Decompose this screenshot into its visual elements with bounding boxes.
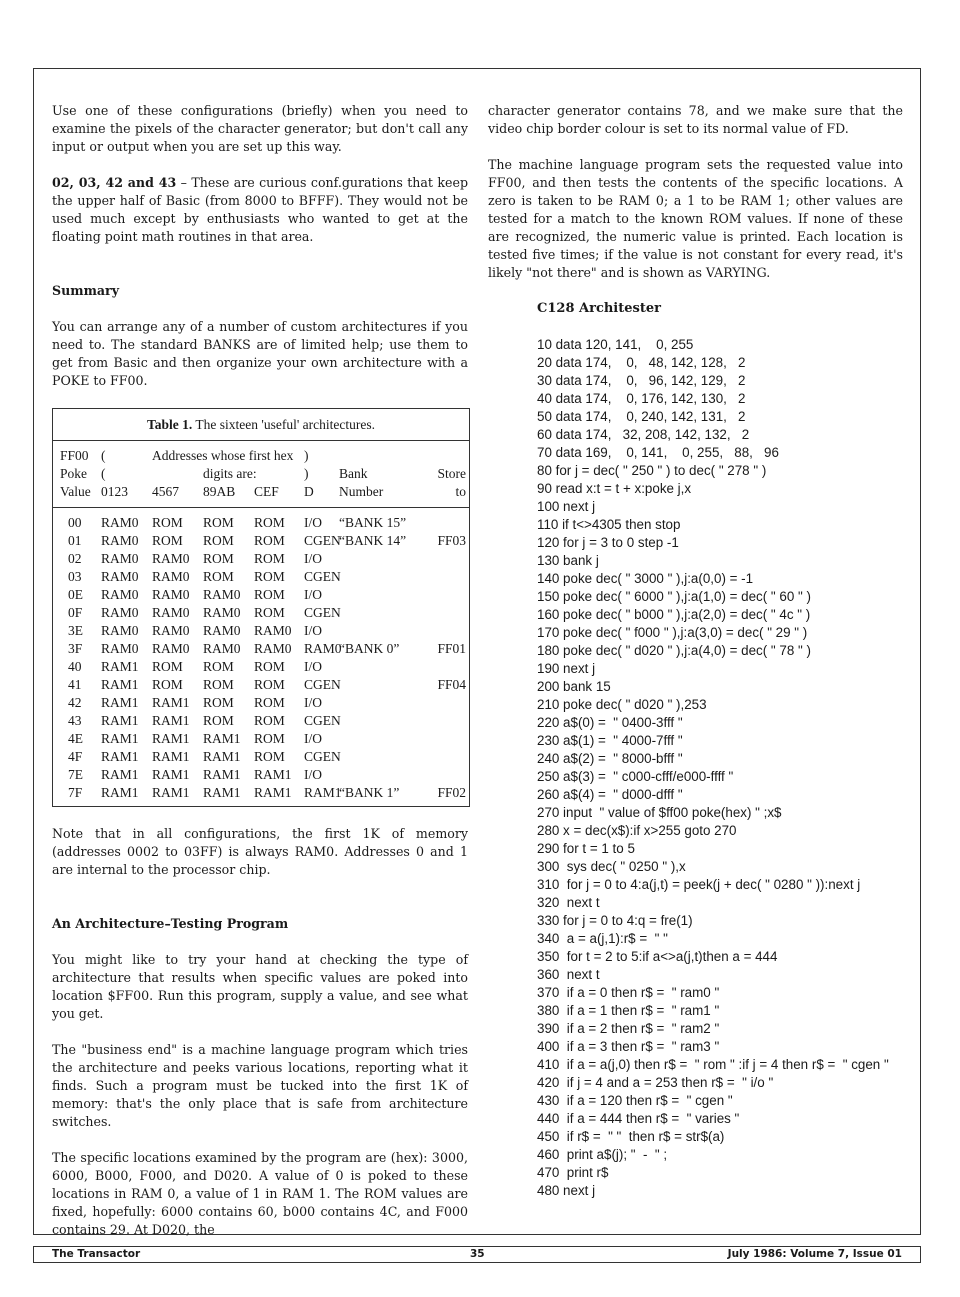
footer-page-number: 35 <box>470 1248 485 1260</box>
summary-heading: Summary <box>52 283 120 298</box>
table-row <box>53 622 469 640</box>
table-cell: 40 <box>68 659 82 674</box>
table-cell <box>421 694 469 712</box>
table-cell: I/O <box>304 731 322 746</box>
table-cell: I/O <box>304 623 322 638</box>
table-cell: RAM0 <box>254 641 292 656</box>
table-cell: RAM1 <box>101 677 139 692</box>
table-cell: ROM <box>203 659 234 674</box>
table-cell: RAM1 <box>254 767 292 782</box>
table-row <box>53 514 469 532</box>
listing-line: 10 data 120, 141, 0, 255 <box>537 337 694 352</box>
listing-line: 320 next t <box>537 895 600 910</box>
table-cell: ROM <box>254 515 285 530</box>
table-cell: ) <box>304 448 309 463</box>
table-row <box>53 676 469 694</box>
table-cell: D <box>304 484 314 499</box>
table-body <box>53 508 469 806</box>
table-cell <box>421 550 469 568</box>
listing-line: 200 bank 15 <box>537 679 611 694</box>
listing-line: 310 for j = 0 to 4:a(j,t) = peek(j + dec( " 0280 " )):next j <box>537 877 861 892</box>
table-cell: ROM <box>203 713 234 728</box>
table-cell <box>339 766 421 784</box>
table-cell: ROM <box>254 533 285 548</box>
table-cell <box>339 676 421 694</box>
table-row <box>53 730 469 748</box>
table-cell: FF03 <box>437 533 466 548</box>
table-row <box>53 550 469 568</box>
program-listing <box>488 336 903 1200</box>
table-cell: 0E <box>68 587 83 602</box>
table-cell: 4567 <box>152 484 179 499</box>
table-cell: RAM0 <box>101 623 139 638</box>
table-cell <box>421 748 469 766</box>
table-cell: RAM1 <box>101 749 139 764</box>
table-cell: ROM <box>254 569 285 584</box>
note-paragraph: Note that in all configurations, the first 1K of memory (addresses 0002 to 03FF) is always RAM0. Addresses 0 and 1 are internal to the processor chip. <box>52 826 468 877</box>
table-cell: RAM0 <box>203 641 241 656</box>
table-cell: RAM0 <box>203 623 241 638</box>
table-cell <box>152 465 203 483</box>
table-cell: RAM0 <box>304 641 342 656</box>
architectures-table <box>52 408 470 807</box>
table-cell: I/O <box>304 551 322 566</box>
table-cell: FF04 <box>437 677 466 692</box>
listing-line: 430 if a = 120 then r$ = " cgen " <box>537 1093 733 1108</box>
table-cell: I/O <box>304 767 322 782</box>
table-cell <box>339 550 421 568</box>
program-paragraph-3: The specific locations examined by the program are (hex): 3000, 6000, B000, F000, and D020. A value of 0 is poked to these locations in RAM 0, a value of 1 in RAM 1. The ROM values are fixed, hopefully: 6000 contains 60, b000 contains 4C, and F000 contains 29. At D020, the <box>52 1150 468 1237</box>
table-cell: ROM <box>203 533 234 548</box>
table-cell: CEF <box>254 484 279 499</box>
table-cell: ROM <box>203 515 234 530</box>
table-cell: RAM1 <box>152 785 190 800</box>
table-cell: RAM1 <box>101 713 139 728</box>
table-cell: Number <box>339 484 384 499</box>
table-cell: ROM <box>152 515 183 530</box>
table-cell: I/O <box>304 659 322 674</box>
table-cell <box>203 447 254 465</box>
listing-line: 370 if a = 0 then r$ = " ram0 " <box>537 985 720 1000</box>
listing-line: 480 next j <box>537 1183 596 1198</box>
configurations-text: – These are curious conf.gurations that keep the upper half of Basic (from 8000 to BFFF). They would not be used much except by enthusiasts who wanted to get at the floating point math routines in that area. <box>52 175 469 244</box>
table-cell: RAM1 <box>254 785 292 800</box>
listing-line: 190 next j <box>537 661 596 676</box>
listing-line: 440 if a = 444 then r$ = " varies " <box>537 1111 740 1126</box>
table-cell: ROM <box>203 695 234 710</box>
listing-line: 60 data 174, 32, 208, 142, 132, 2 <box>537 427 750 442</box>
program-paragraph-1: You might like to try your hand at checking the type of architecture that results when specific values are poked into location $FF00. Run this program, supply a value, and see what you get. <box>52 952 468 1021</box>
table-cell: to <box>455 484 466 499</box>
table-cell: ROM <box>254 713 285 728</box>
listing-line: 230 a$(1) = " 4000-7fff " <box>537 733 683 748</box>
table-cell <box>339 622 421 640</box>
table-cell: I/O <box>304 515 322 530</box>
footer-publication: The Transactor <box>52 1248 141 1260</box>
table-cell: 03 <box>68 569 82 584</box>
listing-line: 140 poke dec( " 3000 " ),j:a(0,0) = -1 <box>537 571 754 586</box>
table-row <box>53 748 469 766</box>
table-cell: 3F <box>68 641 83 656</box>
table-cell: RAM0 <box>101 587 139 602</box>
listing-line: 470 print r$ <box>537 1165 609 1180</box>
table-row <box>53 712 469 730</box>
table-cell <box>421 712 469 730</box>
table-cell <box>339 604 421 622</box>
table-cell: RAM0 <box>203 587 241 602</box>
table-cell: ROM <box>203 569 234 584</box>
table-cell: ROM <box>254 551 285 566</box>
listing-line: 130 bank j <box>537 553 599 568</box>
table-cell: ROM <box>254 605 285 620</box>
table-row <box>53 568 469 586</box>
listing-line: 400 if a = 3 then r$ = " ram3 " <box>537 1039 720 1054</box>
table-cell: CGEN <box>304 677 341 692</box>
table-cell: RAM0 <box>254 623 292 638</box>
table-cell: RAM0 <box>101 551 139 566</box>
paragraph-machine-language: The machine language program sets the requested value into FF00, and then tests the contents of the specific locations. A zero is taken to be RAM 0; a 1 to be RAM 1; other values are tested for a match to the known ROM values. If none of these are recognized, the numeric value is printed. Each location is tested five times; if the value is not constant for every read, it's likely "not there" and is shown as VARYING. <box>488 157 903 280</box>
table-cell <box>421 586 469 604</box>
table-cell: 7E <box>68 767 83 782</box>
listing-line: 70 data 169, 0, 141, 0, 255, 88, 96 <box>537 445 779 460</box>
table-cell: CGEN <box>304 749 341 764</box>
table-cell: RAM0 <box>152 551 190 566</box>
table-cell: RAM1 <box>101 767 139 782</box>
table-cell: ROM <box>254 731 285 746</box>
table-cell: 0123 <box>101 484 128 499</box>
listing-line: 270 input " value of $ff00 poke(hex) " ;x$ <box>537 805 782 820</box>
table-cell: ( <box>101 466 106 481</box>
table-cell: FF01 <box>437 641 466 656</box>
listing-line: 350 for t = 2 to 5:if a<>a(j,t)then a = 444 <box>537 949 778 964</box>
table-cell: ( <box>101 448 106 463</box>
table-cell: RAM0 <box>101 533 139 548</box>
listing-line: 20 data 174, 0, 48, 142, 128, 2 <box>537 355 746 370</box>
listing-line: 120 for j = 3 to 0 step -1 <box>537 535 679 550</box>
table-cell: I/O <box>304 587 322 602</box>
table-cell: 02 <box>68 551 82 566</box>
table-cell: Store <box>437 466 466 481</box>
listing-line: 180 poke dec( " d020 " ),j:a(4,0) = dec( " 78 " ) <box>537 643 811 658</box>
table-cell <box>339 658 421 676</box>
listing-line: 340 a = a(j,1):r$ = " " <box>537 931 668 946</box>
listing-line: 330 for j = 0 to 4:q = fre(1) <box>537 913 693 928</box>
table-cell: 41 <box>68 677 82 692</box>
table-cell: ROM <box>254 677 285 692</box>
table-cell: ROM <box>254 659 285 674</box>
table-cell: FF00 <box>60 448 89 463</box>
listing-line: 150 poke dec( " 6000 " ),j:a(1,0) = dec( " 60 " ) <box>537 589 811 604</box>
listing-line: 100 next j <box>537 499 596 514</box>
listing-line: 300 sys dec( " 0250 " ),x <box>537 859 686 874</box>
listing-line: 170 poke dec( " f000 " ),j:a(3,0) = dec( " 29 " ) <box>537 625 808 640</box>
table-cell: ROM <box>152 533 183 548</box>
table-row <box>53 465 469 483</box>
listing-line: 390 if a = 2 then r$ = " ram2 " <box>537 1021 720 1036</box>
table-cell: “BANK 14” <box>339 533 407 548</box>
table-cell: RAM0 <box>152 605 190 620</box>
table-row <box>53 604 469 622</box>
table-cell: RAM1 <box>101 659 139 674</box>
table-cell: “BANK 15” <box>339 515 407 530</box>
table-row <box>53 532 469 550</box>
table-cell <box>339 712 421 730</box>
table-cell: 3E <box>68 623 83 638</box>
listing-line: 210 poke dec( " d020 " ),253 <box>537 697 707 712</box>
table-cell: 42 <box>68 695 82 710</box>
table-cell <box>254 465 289 483</box>
table-row <box>53 784 469 802</box>
table-cell <box>339 586 421 604</box>
table-cell <box>421 514 469 532</box>
table-caption-label: Table 1. <box>147 417 193 432</box>
table-cell <box>339 730 421 748</box>
listing-line: 290 for t = 1 to 5 <box>537 841 635 856</box>
table-cell: RAM0 <box>101 569 139 584</box>
table-cell: Bank <box>339 466 368 481</box>
table-cell: Addresses whose first hex <box>152 448 294 463</box>
table-cell <box>339 447 421 465</box>
table-cell: RAM1 <box>101 695 139 710</box>
table-cell: RAM1 <box>203 749 241 764</box>
listing-line: 260 a$(4) = " d000-dfff " <box>537 787 683 802</box>
table-cell: 01 <box>68 533 82 548</box>
table-cell: ROM <box>203 677 234 692</box>
paragraph-character-generator: Use one of these configurations (briefly) when you need to examine the pixels of the character generator; but don't call any input or output when you are set up this way. <box>52 103 468 154</box>
table-row <box>53 694 469 712</box>
table-header <box>53 441 469 508</box>
table-cell: Poke <box>60 466 87 481</box>
table-row <box>53 447 469 465</box>
table-cell <box>421 447 469 465</box>
footer-issue: July 1986: Volume 7, Issue 01 <box>727 1248 902 1260</box>
table-cell <box>254 447 289 465</box>
table-cell: CGEN <box>304 713 341 728</box>
paragraph-border-colour: character generator contains 78, and we make sure that the video chip border colour is set to its normal value of FD. <box>488 103 903 136</box>
table-cell: 00 <box>68 515 82 530</box>
table-cell <box>421 658 469 676</box>
table-cell <box>339 694 421 712</box>
table-cell <box>421 766 469 784</box>
table-cell: RAM0 <box>203 605 241 620</box>
listing-line: 80 for j = dec( " 250 " ) to dec( " 278 " ) <box>537 463 767 478</box>
table-cell: RAM0 <box>101 605 139 620</box>
listing-line: 360 next t <box>537 967 600 982</box>
table-cell <box>339 748 421 766</box>
table-row <box>53 586 469 604</box>
listing-line: 240 a$(2) = " 8000-bfff " <box>537 751 683 766</box>
table-row <box>53 658 469 676</box>
table-cell: RAM1 <box>152 767 190 782</box>
listing-line: 50 data 174, 0, 240, 142, 131, 2 <box>537 409 746 424</box>
table-cell: RAM0 <box>152 569 190 584</box>
table-cell: “BANK 0” <box>339 641 400 656</box>
table-cell <box>421 730 469 748</box>
listing-line: 40 data 174, 0, 176, 142, 130, 2 <box>537 391 746 406</box>
table-cell: RAM1 <box>152 731 190 746</box>
table-cell: RAM1 <box>203 767 241 782</box>
right-column <box>488 102 903 1200</box>
listing-line: 450 if r$ = " " then r$ = str$(a) <box>537 1129 725 1144</box>
summary-paragraph: You can arrange any of a number of custom architectures if you need to. The standard BANKS are of limited help; use them to get from Basic and then organize your own architecture with a POKE to FF00. <box>52 319 468 388</box>
table-cell: ROM <box>254 587 285 602</box>
listing-line: 220 a$(0) = " 0400-3fff " <box>537 715 683 730</box>
program-heading: An Architecture–Testing Program <box>52 916 289 931</box>
table-cell <box>421 568 469 586</box>
table-cell: 0F <box>68 605 83 620</box>
table-cell: RAM1 <box>101 731 139 746</box>
listing-line: 410 if a = a(j,0) then r$ = " rom " :if j = 4 then r$ = " cgen " <box>537 1057 889 1072</box>
table-cell: ROM <box>254 695 285 710</box>
table-cell: I/O <box>304 695 322 710</box>
table-cell: Value <box>60 484 91 499</box>
listing-title: C128 Architester <box>537 301 661 316</box>
table-caption-text: The sixteen 'useful' architectures. <box>192 417 375 432</box>
listing-line: 460 print a$(j); " - " ; <box>537 1147 668 1162</box>
table-cell: CGEN <box>304 533 341 548</box>
table-cell: ROM <box>152 659 183 674</box>
table-cell: RAM0 <box>101 515 139 530</box>
table-cell: 7F <box>68 785 83 800</box>
table-cell: FF02 <box>437 785 466 800</box>
table-cell: RAM1 <box>152 695 190 710</box>
table-cell: 89AB <box>203 484 236 499</box>
table-caption <box>53 409 469 441</box>
table-cell: RAM0 <box>152 623 190 638</box>
paragraph-configurations <box>52 174 468 246</box>
table-cell: digits are: <box>203 466 257 481</box>
table-cell: RAM0 <box>152 641 190 656</box>
listing-line: 90 read x:t = t + x:poke j,x <box>537 481 692 496</box>
table-cell: 43 <box>68 713 82 728</box>
table-cell: “BANK 1” <box>339 785 400 800</box>
listing-line: 30 data 174, 0, 96, 142, 129, 2 <box>537 373 746 388</box>
table-cell: CGEN <box>304 569 341 584</box>
table-cell: RAM1 <box>203 785 241 800</box>
listing-line: 250 a$(3) = " c000-cfff/e000-ffff " <box>537 769 734 784</box>
table-cell: CGEN <box>304 605 341 620</box>
program-paragraph-2: The "business end" is a machine language program which tries the architecture and peeks various locations, reporting what it finds. Such a program must be tucked into the first 1K of memory: that's the only place that is safe from architecture switches. <box>52 1042 468 1129</box>
table-row <box>53 766 469 784</box>
table-cell: RAM0 <box>101 641 139 656</box>
table-cell: ROM <box>203 551 234 566</box>
table-cell <box>421 604 469 622</box>
table-cell: RAM1 <box>304 785 342 800</box>
table-cell <box>421 622 469 640</box>
table-cell: RAM1 <box>101 785 139 800</box>
table-cell <box>339 568 421 586</box>
listing-line: 280 x = dec(x$):if x>255 goto 270 <box>537 823 737 838</box>
configurations-lead: 02, 03, 42 and 43 <box>52 175 177 190</box>
table-cell: RAM1 <box>152 713 190 728</box>
left-column <box>52 102 468 1257</box>
table-cell: ) <box>304 466 309 481</box>
table-cell: 4E <box>68 731 83 746</box>
listing-line: 160 poke dec( " b000 " ),j:a(2,0) = dec( " 4c " ) <box>537 607 811 622</box>
listing-line: 110 if t<>4305 then stop <box>537 517 681 532</box>
table-cell: RAM1 <box>203 731 241 746</box>
table-cell: ROM <box>254 749 285 764</box>
table-cell: RAM0 <box>152 587 190 602</box>
table-cell: 4F <box>68 749 83 764</box>
page-footer <box>33 1246 921 1263</box>
table-row <box>53 483 469 501</box>
listing-line: 420 if j = 4 and a = 253 then r$ = " i/o " <box>537 1075 774 1090</box>
table-cell: ROM <box>152 677 183 692</box>
table-cell: RAM1 <box>152 749 190 764</box>
table-row <box>53 640 469 658</box>
listing-line: 380 if a = 1 then r$ = " ram1 " <box>537 1003 720 1018</box>
